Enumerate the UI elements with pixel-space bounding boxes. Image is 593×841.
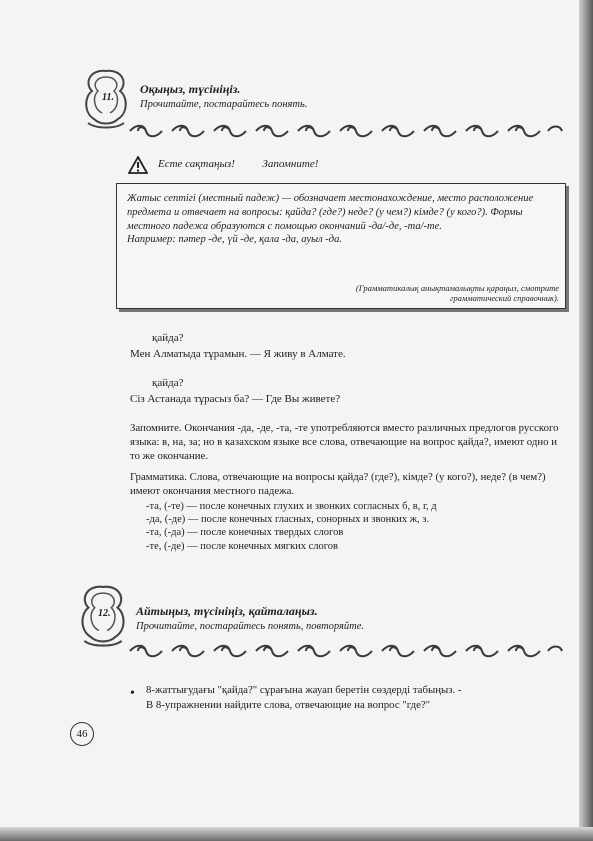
warning-triangle-icon <box>128 156 148 174</box>
section-11-number: 11. <box>102 92 114 103</box>
remember-paragraph: Запомните. Окончания -да, -де, -та, -те употребляются вместо различных предлогов русского языка: в, на, за; но в казахском языке все слова, отвечающие на вопрос қайда?, имеют одно и то же окончание. <box>130 422 559 462</box>
ornament-divider-1 <box>128 124 564 138</box>
rule-text-block <box>127 192 555 247</box>
ornament-divider-2 <box>128 644 564 658</box>
warning-label <box>158 158 318 170</box>
dialog-question-2: қайда? <box>152 377 184 389</box>
section-11-subtitle: Прочитайте, постарайтесь понять. <box>140 99 308 110</box>
rule-definition: Жатыс септігі (местный падеж) — обозначает местонахождение, место расположение предмета и отвечает на вопросы: қайда? (где?) неде? (у чем?) кімде? (у кого?). Формы местного падежа образуются с помощью окончаний -да/-де, -та/-те. <box>127 193 534 232</box>
page-number: 46 <box>70 722 94 746</box>
grammar-intro: Грамматика. Слова, отвечающие на вопросы қайда? (где?), кімде? (у кого?), неде? (в чем?) имеют окончания местного падежа. <box>130 471 546 497</box>
dialog-question-1: қайда? <box>152 332 184 344</box>
exercise-kazakh: 8-жаттығудағы "қайда?" сұрағына жауап беретін сөздерді табыңыз. - <box>146 684 462 696</box>
exercise-bullet: • <box>130 686 135 701</box>
section-12-number: 12. <box>98 608 111 619</box>
section-12-subtitle: Прочитайте, постарайтесь понять, повторяйте. <box>136 621 365 632</box>
rule-reference-note: (Грамматикалық анықтамалықты қараңыз, смотрите грамматический справочник). <box>355 283 559 303</box>
grammar-list <box>146 500 562 553</box>
dialog-answer-2: Сіз Астанада тұрасыз ба? — Где Вы живете? <box>130 393 341 405</box>
rule-box <box>116 183 566 309</box>
grammar-item: -те, (-де) — после конечных мягких слогов <box>146 540 338 552</box>
warning-kazakh: Есте сақтаңыз! <box>158 158 235 170</box>
warning-russian: Запомните! <box>262 158 319 170</box>
grammar-item: -та, (-те) — после конечных глухих и звонких согласных б, в, г, д <box>146 501 437 512</box>
grammar-item: -та, (-да) — после конечных твердых слогов <box>146 527 344 539</box>
rule-examples: Например: пәтер -де, үй -де, қала -да, ауыл -да. <box>127 234 342 246</box>
scan-edge-bottom <box>0 827 593 841</box>
scan-edge-right <box>579 0 593 841</box>
exercise-russian: В 8-упражнении найдите слова, отвечающие на вопрос "где?" <box>146 699 431 711</box>
section-11-title: Оқыңыз, түсініңіз. <box>140 82 241 96</box>
grammar-item: -да, (-де) — после конечных гласных, сонорных и звонких ж, з. <box>146 514 430 526</box>
dialog-answer-1: Мен Алматыда тұрамын. — Я живу в Алмате. <box>130 348 346 360</box>
section-12-title: Айтыңыз, түсініңіз, қайталаңыз. <box>136 604 318 618</box>
